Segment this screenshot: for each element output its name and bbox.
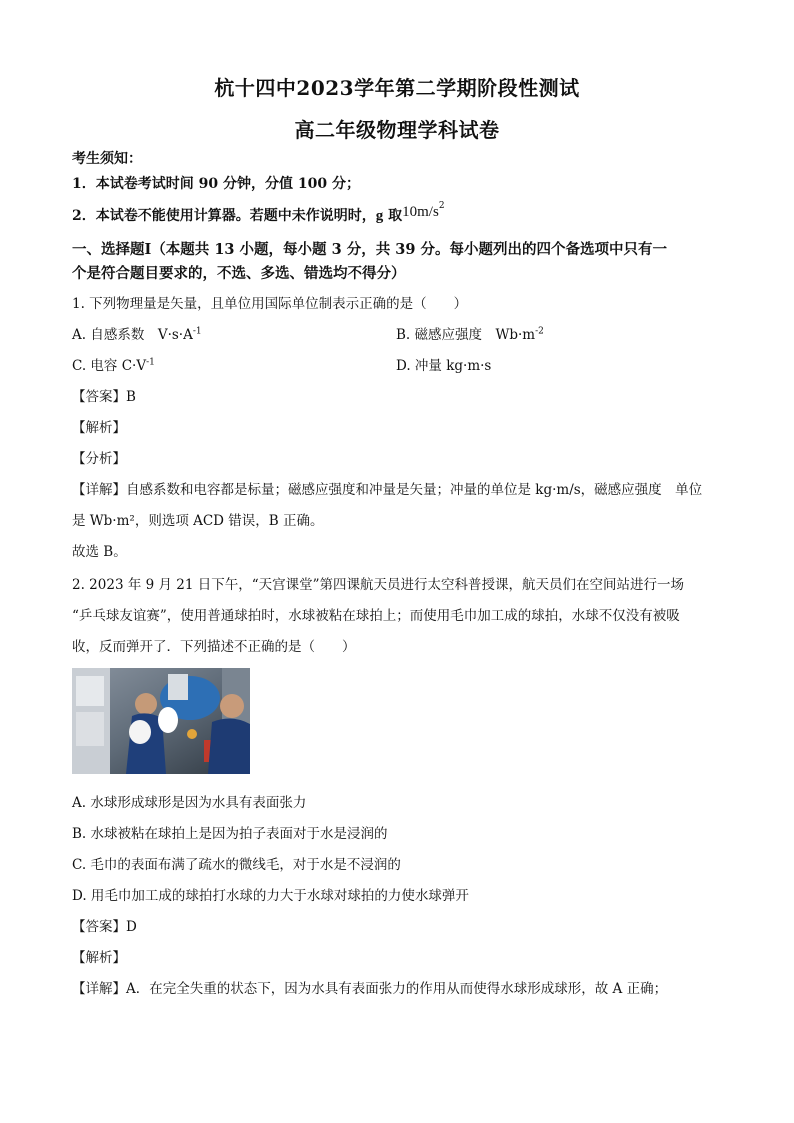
q2-option-a: A. 水球形成球形是因为水具有表面张力 [72,795,307,811]
notice-item-2-text: 2．本试卷不能使用计算器。若题中未作说明时， [72,208,376,224]
q1-stem: 1. 下列物理量是矢量，且单位用国际单位制表示正确的是（ ） [72,296,468,312]
notice-g-value: 10m/s [402,204,439,220]
space-station-photo-illustration [72,668,250,774]
q2-option-c: C. 毛巾的表面布满了疏水的微线毛，对于水是不浸润的 [72,857,401,873]
q1-answer: 【答案】B [72,389,136,405]
q1-option-b-sup: -2 [535,326,544,337]
q2-answer: 【答案】D [72,919,137,935]
exam-title: 杭十四中2023学年第二学期阶段性测试 [214,76,580,100]
q1-option-d: D. 冲量 kg·m·s [396,358,492,374]
q1-detail-line-1: 【详解】自感系数和电容都是标量；磁感应强度和冲量是矢量；冲量的单位是 kg·m/s，磁感应强度 单位 [72,482,703,498]
notice-heading: 考生须知： [72,151,142,167]
exam-subtitle: 高二年级物理学科试卷 [294,118,500,142]
q2-analysis-label: 【解析】 [72,950,126,966]
q1-analysis-label: 【解析】 [72,420,126,436]
q2-option-b: B. 水球被粘在球拍上是因为拍子表面对于水是浸润的 [72,826,388,842]
q1-conclusion: 故选 B。 [72,544,127,560]
q1-option-c-sup: -1 [146,357,155,368]
q1-option-a-sup: -1 [192,326,202,337]
q1-option-c [72,354,155,374]
q1-option-c-text: C. 电容 C·V [72,358,147,374]
section-heading-line-1: 一、选择题Ⅰ（本题共 13 小题，每小题 3 分，共 39 分。每小题列出的四个备选项中只有一 [72,241,668,258]
notice-g-symbol: g [375,208,384,224]
q2-stem-line-1: 2. 2023 年 9 月 21 日下午，“天宫课堂”第四课航天员进行太空科普授课，航天员们在空间站进行一场 [72,577,685,593]
notice-take: 取 [383,208,403,224]
q2-stem-line-3: 收，反而弹开了．下列描述不正确的是（ ） [72,639,356,655]
q2-stem-line-2: “乒乓球友谊赛”，使用普通球拍时，水球被粘在球拍上；而使用毛巾加工成的球拍，水球不仅没有被吸 [72,608,680,624]
q1-option-a [72,323,202,343]
notice-g-exponent: 2 [438,201,445,212]
notice-item-2 [72,201,445,225]
q1-option-b-text: B. 磁感应强度 Wb·m [396,327,536,343]
q1-option-a-text: A. 自感系数 V·s·A [72,327,193,343]
q1-fenxi-label: 【分析】 [72,451,126,467]
section-heading-line-2: 个是符合题目要求的，不选、多选、错选均不得分） [72,265,406,282]
q2-detail-line-1: 【详解】A．在完全失重的状态下，因为水具有表面张力的作用从而使得水球形成球形，故 A 正确； [72,981,668,997]
space-station-photo [72,668,250,774]
q2-option-d: D. 用毛巾加工成的球拍打水球的力大于水球对球拍的力使水球弹开 [72,888,469,904]
q1-option-b [396,323,544,343]
notice-item-1: 1．本试卷考试时间 90 分钟，分值 100 分； [72,176,360,192]
q1-detail-line-2: 是 Wb·m²，则选项 ACD 错误，B 正确。 [72,513,324,529]
